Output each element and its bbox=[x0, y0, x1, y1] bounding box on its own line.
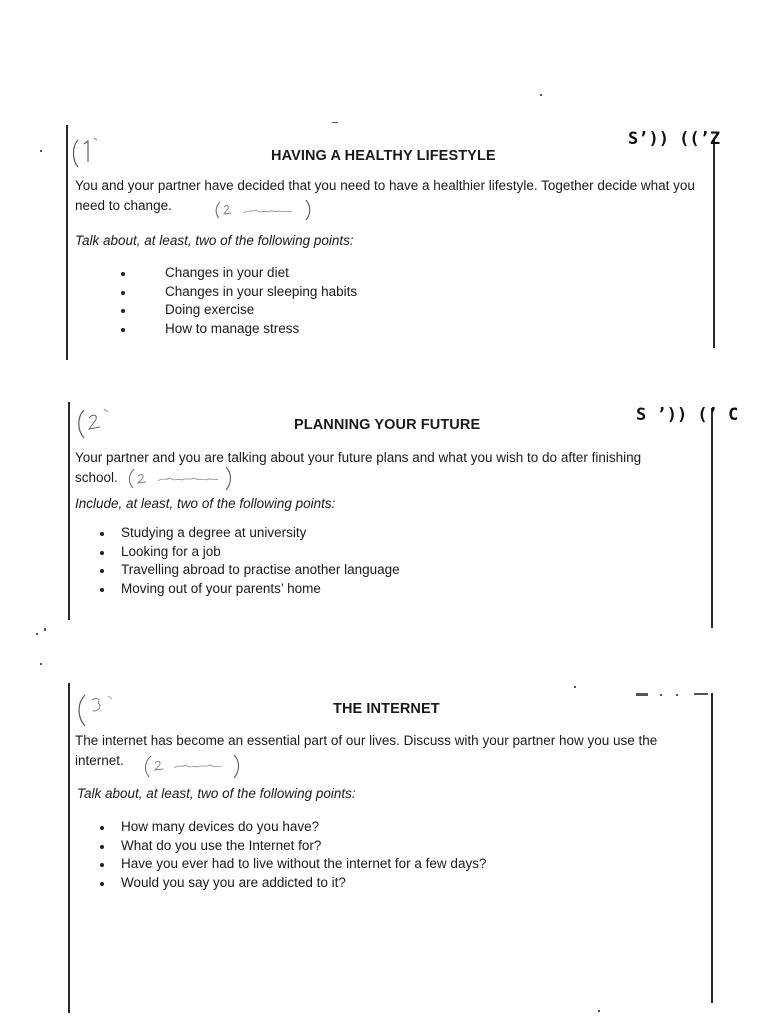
card-instruction: Include, at least, two of the following points: bbox=[75, 496, 336, 511]
list-item: Moving out of your parents’ home bbox=[100, 580, 400, 599]
card-left-border bbox=[68, 683, 70, 1013]
list-item: How to manage stress bbox=[120, 320, 357, 339]
card-title: THE INTERNET bbox=[333, 701, 440, 717]
scan-mark bbox=[660, 694, 662, 696]
scan-mark bbox=[694, 693, 708, 695]
card-right-border bbox=[711, 693, 713, 1003]
handwritten-number-mark bbox=[68, 136, 102, 170]
scan-mark bbox=[636, 693, 648, 696]
points-list bbox=[100, 524, 400, 598]
scan-speck bbox=[540, 94, 542, 96]
bullet-icon bbox=[100, 551, 104, 555]
card-left-border bbox=[68, 402, 70, 620]
card-prompt: Your partner and you are talking about your future plans and what you wish to do after finishing school. bbox=[75, 450, 642, 485]
bullet-icon bbox=[121, 272, 125, 276]
scan-speck bbox=[40, 663, 42, 665]
handwritten-number-mark bbox=[74, 406, 114, 442]
scan-speck bbox=[598, 1010, 600, 1012]
card-code: S ’)) (’ C bbox=[636, 405, 739, 425]
handwritten-time-note bbox=[124, 464, 236, 492]
scan-speck bbox=[40, 150, 42, 152]
handwritten-number-mark bbox=[74, 690, 118, 730]
scan-speck bbox=[332, 122, 338, 123]
bullet-icon bbox=[100, 532, 104, 536]
card-prompt: The internet has become an essential part of our lives. Discuss with your partner how you use the internet. bbox=[75, 733, 658, 768]
card-title: HAVING A HEALTHY LIFESTYLE bbox=[271, 148, 496, 164]
scan-mark bbox=[676, 694, 678, 696]
bullet-icon bbox=[100, 588, 104, 592]
list-item: Have you ever had to live without the internet for a few days? bbox=[100, 855, 486, 874]
list-item: Would you say you are addicted to it? bbox=[100, 874, 486, 893]
card-title: PLANNING YOUR FUTURE bbox=[294, 417, 481, 433]
scan-speck bbox=[44, 628, 46, 631]
list-item: What do you use the Internet for? bbox=[100, 837, 486, 856]
bullet-icon bbox=[100, 826, 104, 830]
list-item: How many devices do you have? bbox=[100, 818, 486, 837]
card-instruction: Talk about, at least, two of the following points: bbox=[77, 786, 356, 801]
list-item: Changes in your diet bbox=[120, 264, 357, 283]
card-right-border bbox=[711, 408, 713, 628]
points-list bbox=[100, 818, 486, 892]
card-prompt: You and your partner have decided that you need to have a healthier lifestyle. Together decide what you need to change. bbox=[75, 178, 695, 213]
scan-speck bbox=[574, 686, 576, 688]
bullet-icon bbox=[100, 569, 104, 573]
card-code: S’)) ((’Z bbox=[628, 129, 721, 149]
bullet-icon bbox=[121, 328, 125, 332]
bullet-icon bbox=[100, 882, 104, 886]
bullet-icon bbox=[100, 845, 104, 849]
points-list bbox=[120, 264, 357, 338]
list-item: Travelling abroad to practise another language bbox=[100, 561, 400, 580]
list-item: Looking for a job bbox=[100, 543, 400, 562]
bullet-icon bbox=[121, 291, 125, 295]
card-instruction: Talk about, at least, two of the following points: bbox=[75, 233, 354, 248]
list-item: Studying a degree at university bbox=[100, 524, 400, 543]
bullet-icon bbox=[121, 309, 125, 313]
card-right-border bbox=[713, 138, 715, 348]
list-item: Changes in your sleeping habits bbox=[120, 283, 357, 302]
bullet-icon bbox=[100, 863, 104, 867]
list-item: Doing exercise bbox=[120, 301, 357, 320]
scan-speck bbox=[36, 633, 38, 635]
handwritten-time-note bbox=[212, 198, 316, 222]
handwritten-time-note bbox=[140, 752, 246, 780]
